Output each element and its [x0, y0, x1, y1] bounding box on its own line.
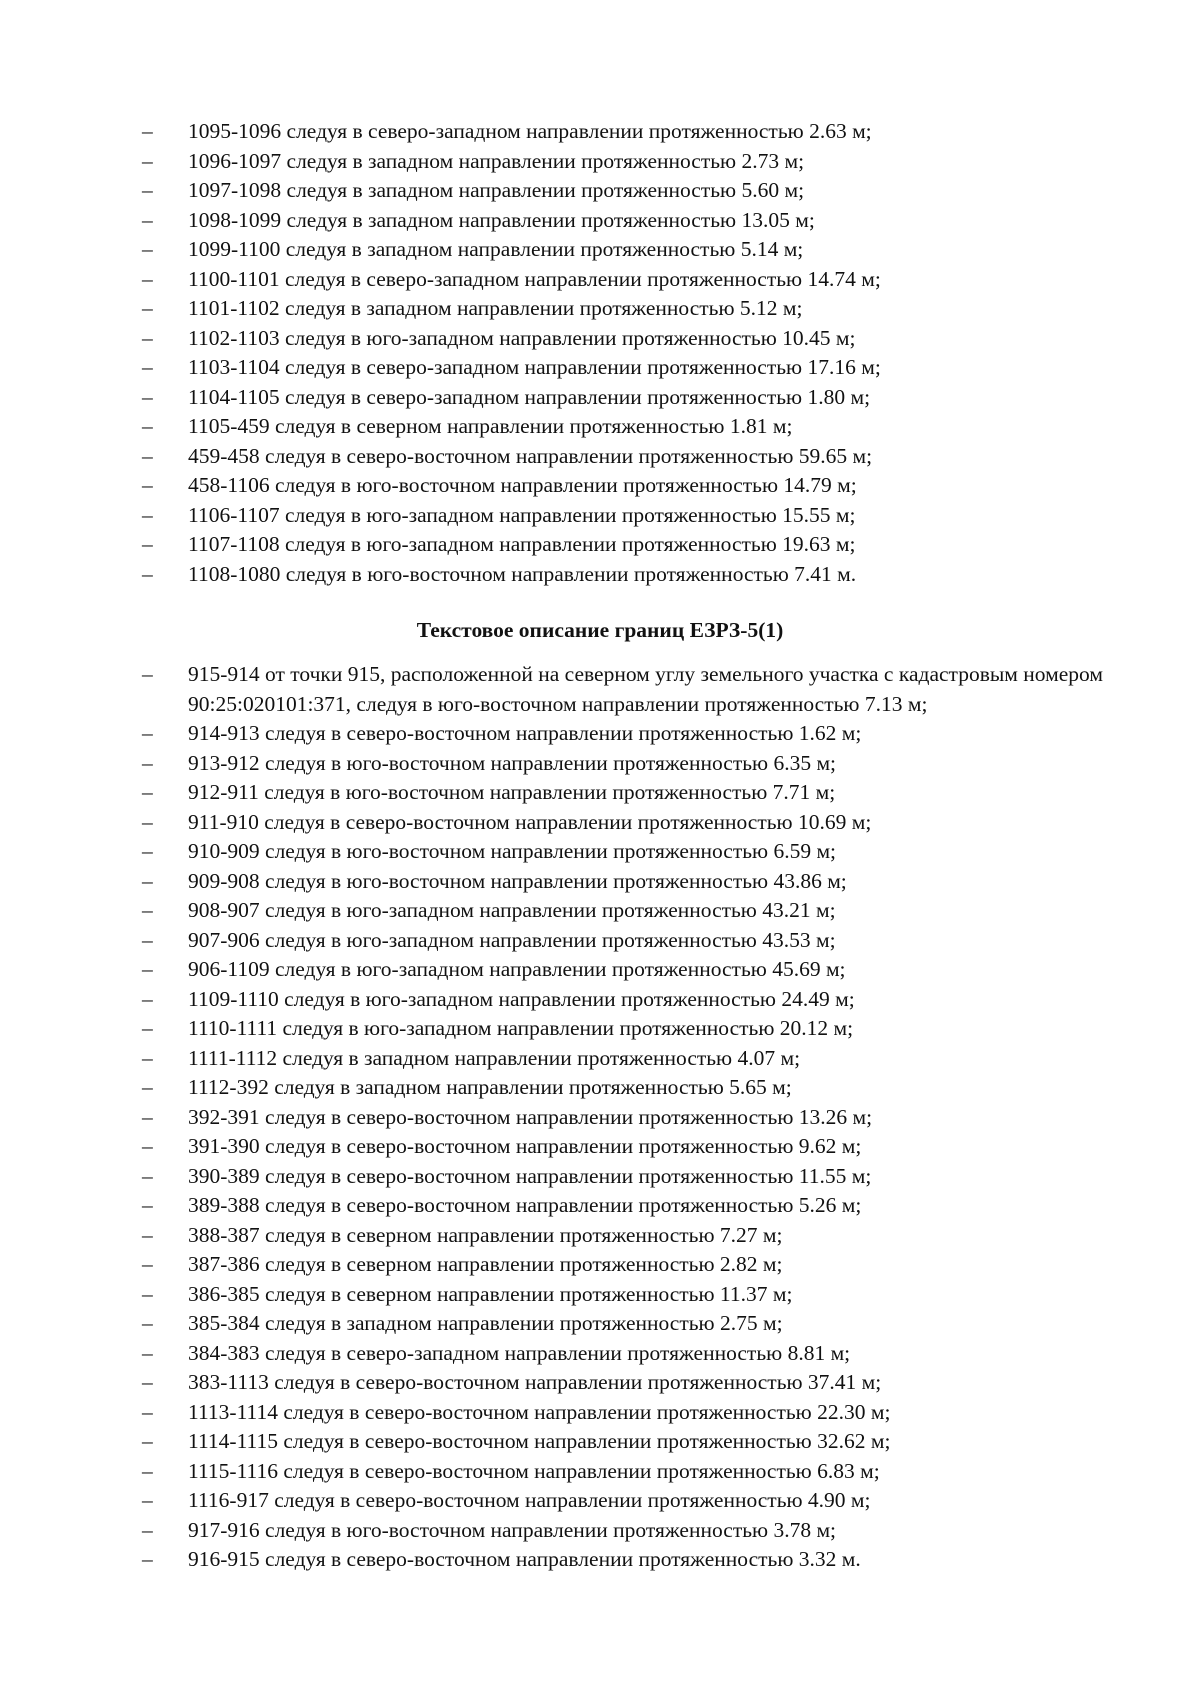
bullet-dash: –: [142, 1488, 153, 1512]
list-item: [142, 206, 1132, 236]
list-item-text: 459-458 следуя в северо-восточном направлении протяженностью 59.65 м;: [188, 443, 873, 468]
bullet-dash: –: [142, 1399, 153, 1424]
list-item: [142, 294, 1132, 324]
bullet-dash: –: [142, 721, 153, 745]
list-item: [142, 1516, 1132, 1546]
bullet-dash: –: [142, 119, 153, 143]
list-item: [142, 719, 1132, 749]
list-item: [142, 560, 1132, 590]
bullet-dash: –: [142, 1458, 153, 1483]
list-item: [142, 660, 1132, 719]
list-item-text: 909-908 следуя в юго-восточном направлении протяженностью 43.86 м;: [188, 868, 847, 893]
list-item-text: 1106-1107 следуя в юго-западном направлении протяженностью 15.55 м;: [188, 502, 856, 527]
list-item-text: 1115-1116 следуя в северо-восточном направлении протяженностью 6.83 м;: [188, 1458, 880, 1483]
list-item: [142, 1280, 1132, 1310]
list-item-text: 1109-1110 следуя в юго-западном направлении протяженностью 24.49 м;: [188, 986, 855, 1011]
list-item-text: 1097-1098 следуя в западном направлении протяженностью 5.60 м;: [188, 178, 805, 202]
bullet-dash: –: [142, 532, 153, 556]
bullet-dash: –: [142, 443, 153, 468]
bullet-dash: –: [142, 898, 153, 922]
list-item-text: 388-387 следуя в северном направлении протяженностью 7.27 м;: [188, 1222, 783, 1247]
list-item-text: 1116-917 следуя в северо-восточном направлении протяженностью 4.90 м;: [188, 1488, 871, 1512]
list-item: [142, 530, 1132, 560]
boundary-list-ezrz-5-1: [142, 660, 1132, 1575]
bullet-dash: –: [142, 662, 153, 686]
bullet-dash: –: [142, 750, 153, 775]
bullet-dash: –: [142, 502, 153, 527]
bullet-dash: –: [142, 1134, 153, 1158]
bullet-dash: –: [142, 1193, 153, 1217]
list-item: [142, 778, 1132, 808]
list-item: [142, 353, 1132, 383]
bullet-dash: –: [142, 561, 153, 586]
list-item: [142, 985, 1132, 1015]
list-item-text: 1107-1108 следуя в юго-западном направлении протяженностью 19.63 м;: [188, 532, 856, 556]
bullet-dash: –: [142, 868, 153, 893]
list-item-text: 911-910 следуя в северо-восточном направлении протяженностью 10.69 м;: [188, 809, 872, 834]
bullet-dash: –: [142, 384, 153, 409]
bullet-dash: –: [142, 927, 153, 952]
list-item: [142, 1486, 1132, 1516]
list-item-text: 1114-1115 следуя в северо-восточном направлении протяженностью 32.62 м;: [188, 1429, 891, 1453]
list-item-text: 1105-459 следуя в северном направлении протяженностью 1.81 м;: [188, 414, 793, 438]
list-item-text: 916-915 следуя в северо-восточном направлении протяженностью 3.32 м.: [188, 1547, 861, 1571]
list-item: [142, 235, 1132, 265]
bullet-dash: –: [142, 1311, 153, 1335]
list-item: [142, 324, 1132, 354]
list-item-text: 1111-1112 следуя в западном направлении протяженностью 4.07 м;: [188, 1045, 801, 1070]
list-item: [142, 1368, 1132, 1398]
bullet-dash: –: [142, 1370, 153, 1394]
list-item-text: 383-1113 следуя в северо-восточном направлении протяженностью 37.41 м;: [188, 1370, 882, 1394]
list-item-text: 1113-1114 следуя в северо-восточном направлении протяженностью 22.30 м;: [188, 1399, 891, 1424]
list-item-text: 908-907 следуя в юго-западном направлении протяженностью 43.21 м;: [188, 898, 836, 922]
list-item-text: 387-386 следуя в северном направлении протяженностью 2.82 м;: [188, 1252, 783, 1276]
list-item-text: 386-385 следуя в северном направлении протяженностью 11.37 м;: [188, 1281, 793, 1306]
list-item-text: 907-906 следуя в юго-западном направлении протяженностью 43.53 м;: [188, 927, 836, 952]
list-item: [142, 1103, 1132, 1133]
list-item: [142, 1339, 1132, 1369]
bullet-dash: –: [142, 1547, 153, 1571]
bullet-dash: –: [142, 1429, 153, 1453]
list-item: [142, 749, 1132, 779]
list-item: [142, 1073, 1132, 1103]
list-item: [142, 1398, 1132, 1428]
list-item: [142, 955, 1132, 985]
section-heading: Текстовое описание границ ЕЗРЗ-5(1): [416, 618, 784, 642]
list-item: [142, 1427, 1132, 1457]
boundary-list-top: [142, 117, 1132, 589]
list-item-text: 1098-1099 следуя в западном направлении протяженностью 13.05 м;: [188, 207, 815, 232]
bullet-dash: –: [142, 296, 153, 320]
list-item-text: 1110-1111 следуя в юго-западном направлении протяженностью 20.12 м;: [188, 1016, 854, 1040]
list-item: [142, 412, 1132, 442]
bullet-dash: –: [142, 237, 153, 261]
list-item: [142, 1132, 1132, 1162]
bullet-dash: –: [142, 325, 153, 350]
list-item-text: 912-911 следуя в юго-восточном направлении протяженностью 7.71 м;: [188, 780, 836, 804]
list-item-text: 392-391 следуя в северо-восточном направлении протяженностью 13.26 м;: [188, 1104, 873, 1129]
list-item: [142, 1250, 1132, 1280]
list-item-text: 390-389 следуя в северо-восточном направлении протяженностью 11.55 м;: [188, 1163, 872, 1188]
bullet-dash: –: [142, 178, 153, 202]
bullet-dash: –: [142, 266, 153, 291]
bullet-dash: –: [142, 1517, 153, 1542]
list-item-text: 1101-1102 следуя в западном направлении протяженностью 5.12 м;: [188, 296, 803, 320]
list-item: [142, 1457, 1132, 1487]
list-item: [142, 471, 1132, 501]
list-item-text: 1104-1105 следуя в северо-западном направлении протяженностью 1.80 м;: [188, 384, 871, 409]
list-item-text: 913-912 следуя в юго-восточном направлении протяженностью 6.35 м;: [188, 750, 837, 775]
list-item: [142, 1545, 1132, 1575]
list-item-text: 1102-1103 следуя в юго-западном направлении протяженностью 10.45 м;: [188, 325, 856, 350]
bullet-dash: –: [142, 207, 153, 232]
bullet-dash: –: [142, 1281, 153, 1306]
list-item-text: 914-913 следуя в северо-восточном направлении протяженностью 1.62 м;: [188, 721, 862, 745]
list-item-text: 1099-1100 следуя в западном направлении протяженностью 5.14 м;: [188, 237, 804, 261]
list-item-text: 1112-392 следуя в западном направлении протяженностью 5.65 м;: [188, 1075, 792, 1099]
list-item: [142, 808, 1132, 838]
bullet-dash: –: [142, 473, 153, 497]
list-item-text: 389-388 следуя в северо-восточном направлении протяженностью 5.26 м;: [188, 1193, 862, 1217]
list-item: [142, 176, 1132, 206]
list-item-text: 385-384 следуя в западном направлении протяженностью 2.75 м;: [188, 1311, 783, 1335]
list-item: [142, 383, 1132, 413]
list-item: [142, 1044, 1132, 1074]
bullet-dash: –: [142, 1045, 153, 1070]
list-item-text: 1103-1104 следуя в северо-западном направлении протяженностью 17.16 м;: [188, 355, 881, 379]
bullet-dash: –: [142, 809, 153, 834]
list-item-text: 917-916 следуя в юго-восточном направлении протяженностью 3.78 м;: [188, 1517, 837, 1542]
bullet-dash: –: [142, 1252, 153, 1276]
list-item-text: 458-1106 следуя в юго-восточном направлении протяженностью 14.79 м;: [188, 473, 857, 497]
list-item: [142, 442, 1132, 472]
bullet-dash: –: [142, 1016, 153, 1040]
list-item: [142, 1221, 1132, 1251]
bullet-dash: –: [142, 1222, 153, 1247]
bullet-dash: –: [142, 148, 153, 173]
list-item: [142, 1191, 1132, 1221]
list-item-text: 1095-1096 следуя в северо-западном направлении протяженностью 2.63 м;: [188, 119, 872, 143]
bullet-dash: –: [142, 1075, 153, 1099]
list-item: [142, 1014, 1132, 1044]
list-item: [142, 926, 1132, 956]
bullet-dash: –: [142, 780, 153, 804]
list-item-text: 910-909 следуя в юго-восточном направлении протяженностью 6.59 м;: [188, 839, 837, 863]
list-item: [142, 896, 1132, 926]
list-item: [142, 837, 1132, 867]
bullet-dash: –: [142, 414, 153, 438]
bullet-dash: –: [142, 839, 153, 863]
list-item: [142, 501, 1132, 531]
bullet-dash: –: [142, 355, 153, 379]
list-item-text: 1096-1097 следуя в западном направлении протяженностью 2.73 м;: [188, 148, 805, 173]
list-item: [142, 1162, 1132, 1192]
list-item-text: 915-914 от точки 915, расположенной на северном углу земельного участка с кадастровым номером 90:25:020101:371, следуя в юго-восточном направлении протяженностью 7.13 м;: [188, 662, 1103, 716]
bullet-dash: –: [142, 1163, 153, 1188]
bullet-dash: –: [142, 957, 153, 981]
list-item-text: 1108-1080 следуя в юго-восточном направлении протяженностью 7.41 м.: [188, 561, 857, 586]
list-item-text: 1100-1101 следуя в северо-западном направлении протяженностью 14.74 м;: [188, 266, 881, 291]
list-item: [142, 147, 1132, 177]
bullet-dash: –: [142, 1340, 153, 1365]
list-item-text: 391-390 следуя в северо-восточном направлении протяженностью 9.62 м;: [188, 1134, 862, 1158]
bullet-dash: –: [142, 1104, 153, 1129]
list-item: [142, 1309, 1132, 1339]
bullet-dash: –: [142, 986, 153, 1011]
list-item-text: 906-1109 следуя в юго-западном направлении протяженностью 45.69 м;: [188, 957, 846, 981]
list-item: [142, 265, 1132, 295]
list-item-text: 384-383 следуя в северо-западном направлении протяженностью 8.81 м;: [188, 1340, 851, 1365]
list-item: [142, 867, 1132, 897]
list-item: [142, 117, 1132, 147]
